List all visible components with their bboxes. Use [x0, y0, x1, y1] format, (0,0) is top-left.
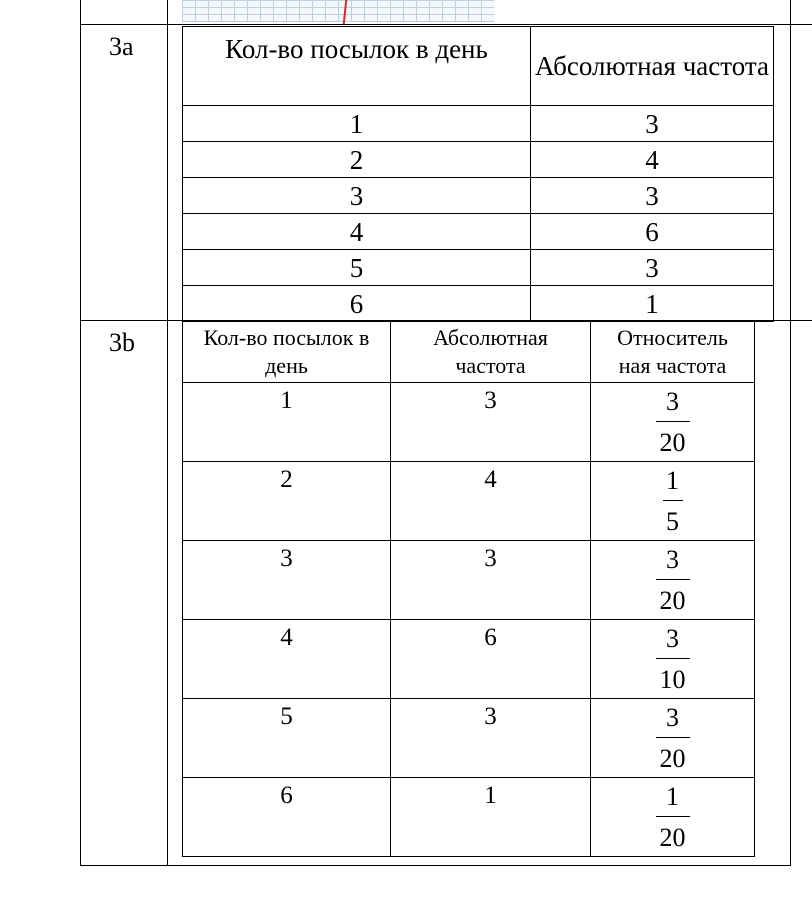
right-frame-border [790, 0, 791, 866]
cell-abs-frequency: 3 [391, 541, 591, 620]
table-3a [182, 26, 774, 322]
cell-count: 2 [183, 142, 531, 178]
fraction-numerator: 3 [666, 545, 679, 574]
table-row [183, 214, 774, 250]
column-header-count: Кол-во посылок в день [183, 27, 531, 106]
fraction-bar [656, 421, 690, 422]
cell-abs-frequency: 3 [531, 106, 774, 142]
table-row [183, 250, 774, 286]
table-row [183, 383, 755, 462]
fraction-numerator: 3 [666, 703, 679, 732]
column-header-count: Кол-во посылок в день [183, 321, 391, 383]
fraction-numerator: 3 [666, 624, 679, 653]
table-row [183, 142, 774, 178]
fraction-bar [656, 658, 690, 659]
fraction-bar [663, 500, 683, 501]
fraction-denominator: 20 [659, 428, 686, 457]
cell-abs-frequency: 1 [531, 286, 774, 322]
fraction-denominator: 5 [666, 507, 679, 536]
cell-count: 2 [183, 462, 391, 541]
fraction-denominator: 10 [659, 665, 686, 694]
table-row [183, 462, 755, 541]
fraction-numerator: 1 [666, 782, 679, 811]
cell-count: 3 [183, 178, 531, 214]
table-3b-header-row [183, 321, 755, 383]
fraction-denominator: 20 [659, 823, 686, 852]
cell-abs-frequency: 4 [531, 142, 774, 178]
table-row [183, 106, 774, 142]
fraction [656, 387, 690, 458]
cell-abs-frequency: 6 [531, 214, 774, 250]
cell-rel-frequency [591, 778, 755, 857]
table-row [183, 620, 755, 699]
cell-count: 6 [183, 286, 531, 322]
cell-abs-frequency: 3 [531, 178, 774, 214]
cell-abs-frequency: 4 [391, 462, 591, 541]
cell-abs-frequency: 1 [391, 778, 591, 857]
cell-abs-frequency: 3 [531, 250, 774, 286]
cell-count: 4 [183, 620, 391, 699]
cell-count: 3 [183, 541, 391, 620]
table-row [183, 778, 755, 857]
fraction [656, 782, 690, 853]
outer-left-border [80, 0, 81, 866]
fraction-denominator: 20 [659, 744, 686, 773]
cell-count: 1 [183, 383, 391, 462]
fraction-bar [656, 579, 690, 580]
table-3b [182, 320, 755, 857]
cell-abs-frequency: 3 [391, 699, 591, 778]
label-column-border [167, 0, 168, 866]
top-row-separator [80, 24, 812, 25]
cell-rel-frequency [591, 541, 755, 620]
fraction [656, 624, 690, 695]
table-row [183, 541, 755, 620]
fraction-bar [656, 816, 690, 817]
column-header-abs-frequency: Абсолютная частота [391, 321, 591, 383]
graph-grid-fragment [182, 0, 494, 22]
table-3a-header-row [183, 27, 774, 106]
table-row [183, 286, 774, 322]
cell-rel-frequency [591, 462, 755, 541]
cell-rel-frequency [591, 620, 755, 699]
table-row [183, 699, 755, 778]
cell-count: 4 [183, 214, 531, 250]
column-header-abs-frequency: Абсолютная частота [531, 27, 774, 106]
fraction [656, 703, 690, 774]
cell-rel-frequency [591, 383, 755, 462]
cell-abs-frequency: 3 [391, 383, 591, 462]
fraction-numerator: 1 [666, 466, 679, 495]
fraction-bar [656, 737, 690, 738]
table-row [183, 178, 774, 214]
fraction [656, 545, 690, 616]
fraction-numerator: 3 [666, 387, 679, 416]
fraction-denominator: 20 [659, 586, 686, 615]
row-label-3a: 3a [109, 32, 134, 61]
cell-rel-frequency [591, 699, 755, 778]
cell-abs-frequency: 6 [391, 620, 591, 699]
cell-count: 5 [183, 250, 531, 286]
fraction [663, 466, 683, 537]
cell-count: 5 [183, 699, 391, 778]
row-label-3b: 3b [109, 328, 135, 357]
bottom-border [80, 865, 791, 866]
cell-count: 1 [183, 106, 531, 142]
cell-count: 6 [183, 778, 391, 857]
column-header-rel-frequency: Относитель ная частота [591, 321, 755, 383]
